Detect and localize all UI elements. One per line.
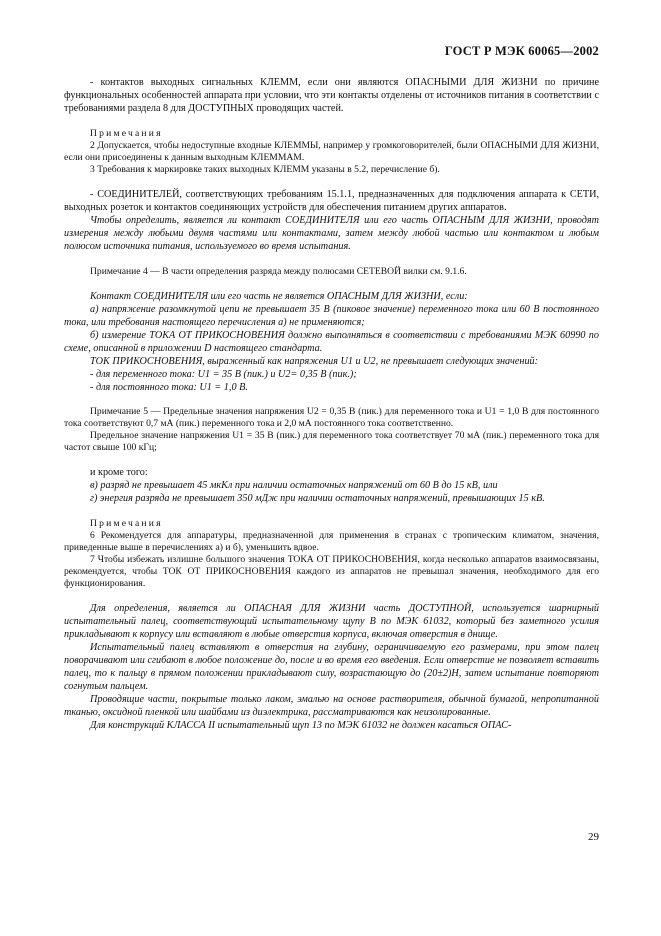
limit-dc: - для постоянного тока: U1 = 1,0 В. [90, 382, 248, 393]
paragraph-not-hazardous-if: Контакт СОЕДИНИТЕЛЯ или его часть не является ОПАСНЫМ ДЛЯ ЖИЗНИ, если: [90, 291, 468, 302]
touch-current-limits: ТОК ПРИКОСНОВЕНИЯ, выраженный как напряжения U1 и U2, не превышает следующих значений: [90, 356, 539, 367]
limit-ac: - для переменного тока: U1 = 35 В (пик.) и U2= 0,35 В (пик.); [90, 369, 357, 380]
paragraph-terminal-contacts: - контактов выходных сигнальных КЛЕММ, если они являются ОПАСНЫМИ ДЛЯ ЖИЗНИ по причине функциональных особенностей аппарата при условии, что эти контакты отделены от источников питания в соответствии с требованиями раздела 8 для ДОСТУПНЫХ проводящих частей. [64, 77, 599, 114]
paragraph-connectors: - СОЕДИНИТЕЛЕЙ, соответствующих требованиям 15.1.1, предназначенных для подключения аппарата к СЕТИ, выходных розеток и контактов соединяющих устройств для обеспечения питанием других аппаратов. [64, 189, 599, 213]
note-3: 3 Требования к маркировке таких выходных КЛЕММ указаны в 5.2, перечисление б). [90, 164, 440, 175]
note-5-continued: Предельное значение напряжения U1 = 35 В (пик.) для переменного тока соответствует 70 мА (пик.) переменного тока для частот свыше 100 кГц; [64, 430, 599, 453]
condition-v: в) разряд не превышает 45 мкКл при наличии остаточных напряжений от 60 В до 15 кВ, или [90, 480, 498, 491]
paragraph-and-also: и кроме того: [90, 467, 148, 478]
note-4: Примечание 4 — В части определения разряда между полюсами СЕТЕВОЙ вилки см. 9.1.6. [90, 266, 467, 277]
notes-heading-2: Примечания [90, 518, 163, 529]
condition-b: б) измерение ТОКА ОТ ПРИКОСНОВЕНИЯ должно выполняться в соответствии с требованиями МЭК 60990 по схеме, описанной в приложении D настоящего стандарта. [64, 330, 599, 354]
document-body [64, 76, 599, 732]
paragraph-test-finger: Испытательный палец вставляют в отверстия на глубину, ограничиваемую его размерами, при этом палец поворачивают или сгибают в любое положение до, после и во время его введения. Если отверстие не позволяет вставить палец, то к пальцу в прямом положении прикладывают силу, возрастающую до (20±2)Н, затем испытание повторяют согнутым пальцем. [64, 642, 599, 692]
page-number: 29 [588, 831, 599, 843]
note-2: 2 Допускается, чтобы недоступные входные КЛЕММЫ, например у громкоговорителей, были ОПАСНЫМИ ДЛЯ ЖИЗНИ, если они присоединены к данным выходным КЛЕММАМ. [64, 140, 599, 163]
condition-g: г) энергия разряда не превышает 350 мДж при наличии остаточных напряжений, превышающих 15 кВ. [90, 493, 545, 504]
paragraph-conductive-parts: Проводящие части, покрытые только лаком, эмалью на основе растворителя, обычной бумагой, непропитанной тканью, оксидной пленкой или шайбами из диэлектрика, рассматриваются как неизолированные. [64, 694, 599, 718]
condition-a: а) напряжение разомкнутой цепи не превышает 35 В (пиковое значение) переменного тока или 60 В постоянного тока, или требования настоящего перечисления а) не применяются; [64, 304, 599, 328]
note-6: 6 Рекомендуется для аппаратуры, предназначенной для применения в странах с тропическим климатом, значения, приведенные выше в перечислениях а) и б), уменьшить вдвое. [64, 530, 599, 553]
notes-heading: Примечания [90, 128, 163, 139]
paragraph-accessibility-test: Для определения, является ли ОПАСНАЯ ДЛЯ ЖИЗНИ часть ДОСТУПНОЙ, используется шарнирный испытательный палец, соответствующий испытательному щупу B по МЭК 61032, который без заметного усилия прикладывают к корпусу или вставляют в любые отверстия корпуса, включая отверстия в днище. [64, 603, 599, 640]
note-5: Примечание 5 — Предельные значения напряжения U2 = 0,35 В (пик.) для переменного тока и U1 = 1,0 В для постоянного тока соответствуют 0,7 мА (пик.) переменного тока и 2,0 мА постоянного тока соответственно. [64, 406, 599, 429]
note-7: 7 Чтобы избежать излишне большого значения ТОКА ОТ ПРИКОСНОВЕНИЯ, когда несколько аппаратов взаимосвязаны, рекомендуется, чтобы ТОК ОТ ПРИКОСНОВЕНИЯ каждого из аппаратов не превышал значения, необходимого для его функционирования. [64, 554, 599, 589]
document-header: ГОСТ Р МЭК 60065—2002 [444, 44, 599, 58]
paragraph-measurement-method: Чтобы определить, является ли контакт СОЕДИНИТЕЛЯ или его часть ОПАСНЫМ ДЛЯ ЖИЗНИ, проводят измерения между любыми двумя частями или контактами, затем между любой частью или контактом и любым полюсом источника питания, используемого во время испытания. [64, 215, 599, 252]
paragraph-class-ii: Для конструкций КЛАССА II испытательный щуп 13 по МЭК 61032 не должен касаться ОПАС- [90, 720, 512, 731]
